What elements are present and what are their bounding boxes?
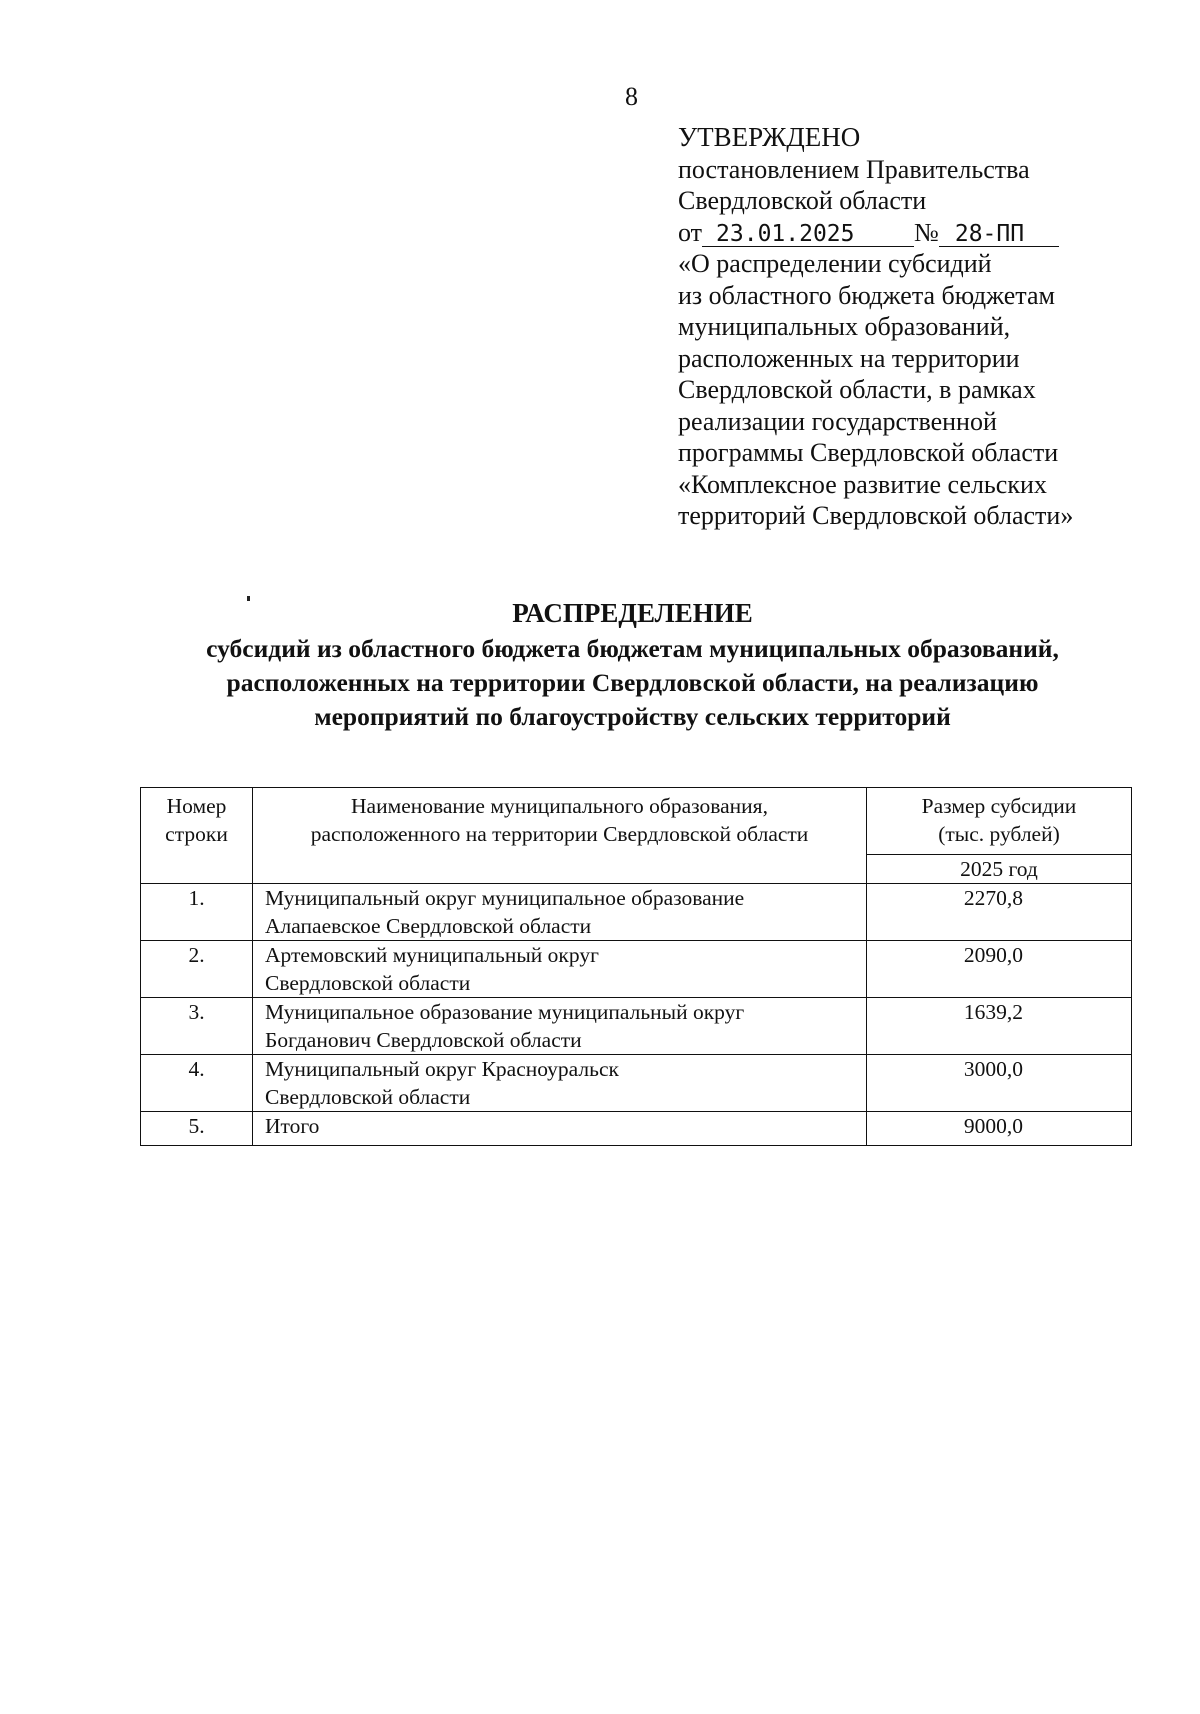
row-text: Муниципальное образование муниципальный округ — [265, 1000, 745, 1024]
header-text: (тыс. рублей) — [938, 822, 1060, 846]
date-prefix: от — [678, 217, 703, 247]
table-row-total — [141, 1112, 1132, 1146]
row-subsidy-value: 2090,0 — [867, 941, 1132, 998]
table-header-row — [141, 788, 1132, 855]
page-number: 8 — [625, 82, 638, 111]
header-subsidy — [867, 788, 1132, 855]
row-total-label: Итого — [253, 1112, 867, 1146]
row-number: 3. — [141, 998, 253, 1055]
row-text: Муниципальный округ Красноуральск — [265, 1057, 619, 1081]
row-text: Муниципальный округ муниципальное образование — [265, 886, 745, 910]
approval-block — [678, 122, 1158, 532]
header-text: Наименование муниципального образования, — [351, 794, 768, 818]
number-prefix: № — [914, 217, 939, 247]
approval-date-line — [678, 217, 1158, 249]
row-text: Богданович Свердловской области — [265, 1028, 582, 1052]
approval-subject-line: «Комплексное развитие сельских — [678, 469, 1047, 499]
table-row — [141, 884, 1132, 941]
subtitle-line: субсидий из областного бюджета бюджетам муниципальных образований, — [206, 634, 1059, 663]
document-title: РАСПРЕДЕЛЕНИЕ — [512, 598, 753, 628]
approval-subject-line: реализации государственной — [678, 406, 997, 436]
approval-line: постановлением Правительства — [678, 154, 1030, 184]
row-municipality — [253, 884, 867, 941]
header-text: Номер — [166, 794, 227, 818]
header-text: расположенного на территории Свердловской области — [310, 822, 809, 846]
header-year: 2025 год — [867, 855, 1132, 884]
row-number: 2. — [141, 941, 253, 998]
approval-subject-line: муниципальных образований, — [678, 312, 1011, 341]
document-subtitle — [0, 632, 1200, 734]
row-municipality — [253, 998, 867, 1055]
row-subsidy-value: 3000,0 — [867, 1055, 1132, 1112]
row-municipality — [253, 1055, 867, 1112]
header-text: строки — [165, 822, 228, 846]
approval-number: 28-ПП — [939, 222, 1059, 247]
approval-title: УТВЕРЖДЕНО — [678, 122, 861, 152]
approval-subject-line: расположенных на территории — [678, 343, 1020, 373]
approval-subject-line: из областного бюджета бюджетам — [678, 280, 1055, 310]
subtitle-line: мероприятий по благоустройству сельских территорий — [314, 702, 951, 731]
row-total-value: 9000,0 — [867, 1112, 1132, 1146]
table-row — [141, 998, 1132, 1055]
approval-line: Свердловской области — [678, 186, 927, 215]
row-municipality — [253, 941, 867, 998]
row-text: Свердловской области — [265, 1085, 471, 1109]
table-row — [141, 941, 1132, 998]
approval-date: 23.01.2025 — [702, 222, 914, 247]
header-row-number — [141, 788, 253, 884]
table-row — [141, 1055, 1132, 1112]
header-municipality — [253, 788, 867, 884]
row-number: 1. — [141, 884, 253, 941]
approval-subject-line: территорий Свердловской области» — [678, 501, 1074, 530]
approval-subject-line: программы Свердловской области — [678, 438, 1059, 467]
approval-subject-line: «О распределении субсидий — [678, 249, 992, 278]
row-text: Артемовский муниципальный округ — [265, 943, 599, 967]
approval-subject-line: Свердловской области, в рамках — [678, 375, 1036, 404]
header-text: Размер субсидии — [921, 794, 1077, 818]
row-subsidy-value: 2270,8 — [867, 884, 1132, 941]
row-number: 4. — [141, 1055, 253, 1112]
distribution-table — [140, 787, 1132, 1146]
row-text: Алапаевское Свердловской области — [265, 914, 592, 938]
row-text: Свердловской области — [265, 971, 471, 995]
row-subsidy-value: 1639,2 — [867, 998, 1132, 1055]
subtitle-line: расположенных на территории Свердловской области, на реализацию — [226, 668, 1039, 697]
row-number: 5. — [141, 1112, 253, 1146]
